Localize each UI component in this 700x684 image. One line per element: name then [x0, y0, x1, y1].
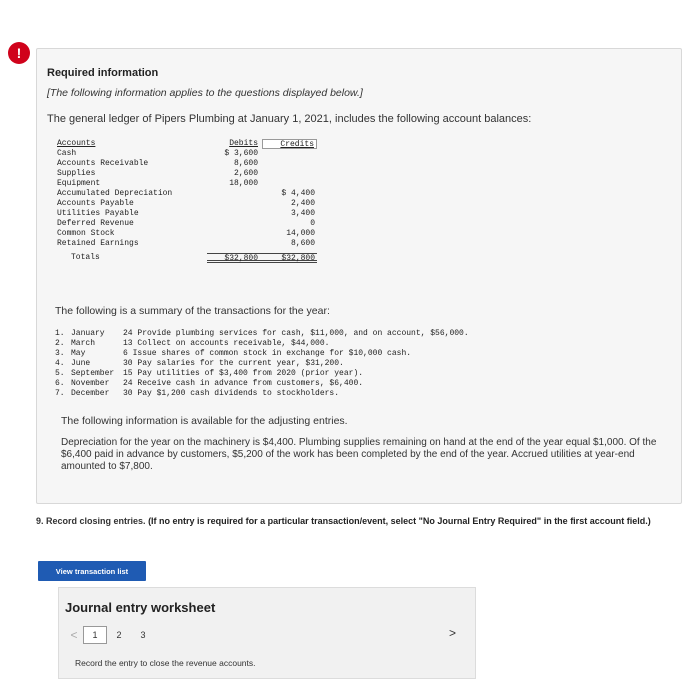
- transaction-item: [55, 379, 469, 389]
- ledger-row: [57, 159, 317, 169]
- ledger-header-credits: Credits: [262, 139, 317, 149]
- ledger-debit: 18,000: [229, 179, 258, 188]
- ledger-debit: $ 3,600: [224, 149, 258, 158]
- worksheet-title: Journal entry worksheet: [65, 600, 216, 615]
- transaction-text: 24 Receive cash in advance from customers, $6,400.: [123, 379, 364, 388]
- transaction-item: [55, 349, 469, 359]
- ledger-account: Cash: [57, 149, 77, 158]
- transaction-month: December: [71, 389, 110, 398]
- transaction-text: 30 Pay $1,200 cash dividends to stockholders.: [123, 389, 340, 398]
- transaction-month: March: [71, 339, 96, 348]
- ledger-row: [57, 219, 317, 229]
- ledger-row: [57, 199, 317, 209]
- ledger-account: Common Stock: [57, 229, 115, 238]
- required-information-panel: [36, 48, 682, 504]
- transaction-number: 3.: [55, 349, 65, 358]
- ledger-credit: [262, 179, 317, 189]
- ledger-account: Deferred Revenue: [57, 219, 134, 228]
- transaction-text: 13 Collect on accounts receivable, $44,000.: [123, 339, 330, 348]
- ledger-row: [57, 239, 317, 249]
- transaction-month: November: [71, 379, 110, 388]
- transaction-item: [55, 339, 469, 349]
- transaction-item: [55, 369, 469, 379]
- ledger-row: [57, 169, 317, 179]
- ledger-totals-row: [57, 253, 317, 263]
- ledger-credit: [262, 159, 317, 169]
- transaction-number: 1.: [55, 329, 65, 338]
- alert-icon: !: [8, 42, 30, 64]
- worksheet-page-3[interactable]: 3: [140, 630, 146, 640]
- transaction-item: [55, 359, 469, 369]
- ledger-credit: [262, 169, 317, 179]
- view-transaction-list-button[interactable]: View transaction list: [38, 561, 146, 581]
- transactions-list: [55, 329, 469, 399]
- question-label: 9. Record closing entries.: [36, 516, 146, 526]
- worksheet-instruction: Record the entry to close the revenue accounts.: [75, 658, 256, 668]
- worksheet-page-1[interactable]: 1: [83, 626, 107, 644]
- ledger-row: [57, 189, 317, 199]
- ledger-credit: 3,400: [290, 209, 315, 218]
- adjusting-entries-title: The following information is available for the adjusting entries.: [61, 415, 348, 427]
- ledger-credit: 14,000: [286, 229, 315, 238]
- ledger-table: [57, 139, 317, 263]
- ledger-debit: [207, 229, 262, 239]
- transaction-number: 4.: [55, 359, 65, 368]
- chevron-left-icon[interactable]: <: [70, 628, 78, 642]
- ledger-row: [57, 149, 317, 159]
- ledger-credit: 2,400: [290, 199, 315, 208]
- ledger-account: Equipment: [57, 179, 101, 188]
- transactions-summary-title: The following is a summary of the transactions for the year:: [55, 305, 330, 317]
- ledger-totals-label: Totals: [71, 253, 100, 262]
- ledger-credit: $ 4,400: [281, 189, 315, 198]
- ledger-account: Accounts Payable: [57, 199, 134, 208]
- ledger-account: Accumulated Depreciation: [57, 189, 173, 198]
- transaction-text: 6 Issue shares of common stock in exchange for $10,000 cash.: [123, 349, 412, 358]
- ledger-credit: [262, 149, 317, 159]
- ledger-debit: 2,600: [233, 169, 258, 178]
- worksheet-page-2[interactable]: 2: [116, 630, 122, 640]
- transaction-month: June: [71, 359, 91, 368]
- ledger-header-row: [57, 139, 317, 149]
- chevron-right-icon[interactable]: >: [449, 626, 457, 640]
- ledger-debit: [207, 189, 262, 199]
- transaction-month: January: [71, 329, 105, 338]
- ledger-debit: [207, 199, 262, 209]
- ledger-account: Retained Earnings: [57, 239, 139, 248]
- question-note: (If no entry is required for a particular transaction/event, select "No Journal Entry Required" in the first account field.): [148, 516, 651, 526]
- ledger-account: Accounts Receivable: [57, 159, 149, 168]
- transaction-number: 2.: [55, 339, 65, 348]
- transaction-number: 6.: [55, 379, 65, 388]
- ledger-row: [57, 229, 317, 239]
- ledger-credit: 0: [310, 219, 315, 228]
- ledger-row: [57, 209, 317, 219]
- required-info-title: Required information: [47, 67, 159, 79]
- transaction-number: 7.: [55, 389, 65, 398]
- transaction-item: [55, 329, 469, 339]
- ledger-totals-debit: $32,800: [207, 253, 262, 263]
- ledger-debit: [207, 209, 262, 219]
- ledger-debit: [207, 239, 262, 249]
- worksheet-pagination: [65, 626, 155, 644]
- ledger-debit: [207, 219, 262, 229]
- transaction-month: September: [71, 369, 115, 378]
- ledger-header-debits: Debits: [229, 139, 258, 148]
- transaction-month: May: [71, 349, 86, 358]
- question-prompt: [36, 516, 656, 527]
- ledger-account: Supplies: [57, 169, 96, 178]
- required-info-subtitle: [The following information applies to the questions displayed below.]: [47, 87, 363, 99]
- ledger-account: Utilities Payable: [57, 209, 139, 218]
- required-info-intro: The general ledger of Pipers Plumbing at January 1, 2021, includes the following account balances:: [47, 113, 532, 125]
- transaction-item: [55, 389, 469, 399]
- ledger-header-accounts: Accounts: [57, 139, 96, 148]
- ledger-credit: 8,600: [290, 239, 315, 248]
- adjusting-entries-body: Depreciation for the year on the machinery is $4,400. Plumbing supplies remaining on hand at the end of the year equal $1,000. Of the $6,400 paid in advance by customers, $5,200 of the work has been completed by the end of the year. Accrued utilities at year-end amounted to $7,800.: [61, 437, 657, 472]
- transaction-number: 5.: [55, 369, 65, 378]
- transaction-text: 15 Pay utilities of $3,400 from 2020 (prior year).: [123, 369, 364, 378]
- transaction-text: 24 Provide plumbing services for cash, $11,000, and on account, $56,000.: [123, 329, 469, 338]
- ledger-debit: 8,600: [233, 159, 258, 168]
- ledger-totals-credit: $32,800: [262, 253, 317, 263]
- ledger-row: [57, 179, 317, 189]
- transaction-text: 30 Pay salaries for the current year, $31,200.: [123, 359, 344, 368]
- journal-entry-worksheet: [58, 587, 476, 679]
